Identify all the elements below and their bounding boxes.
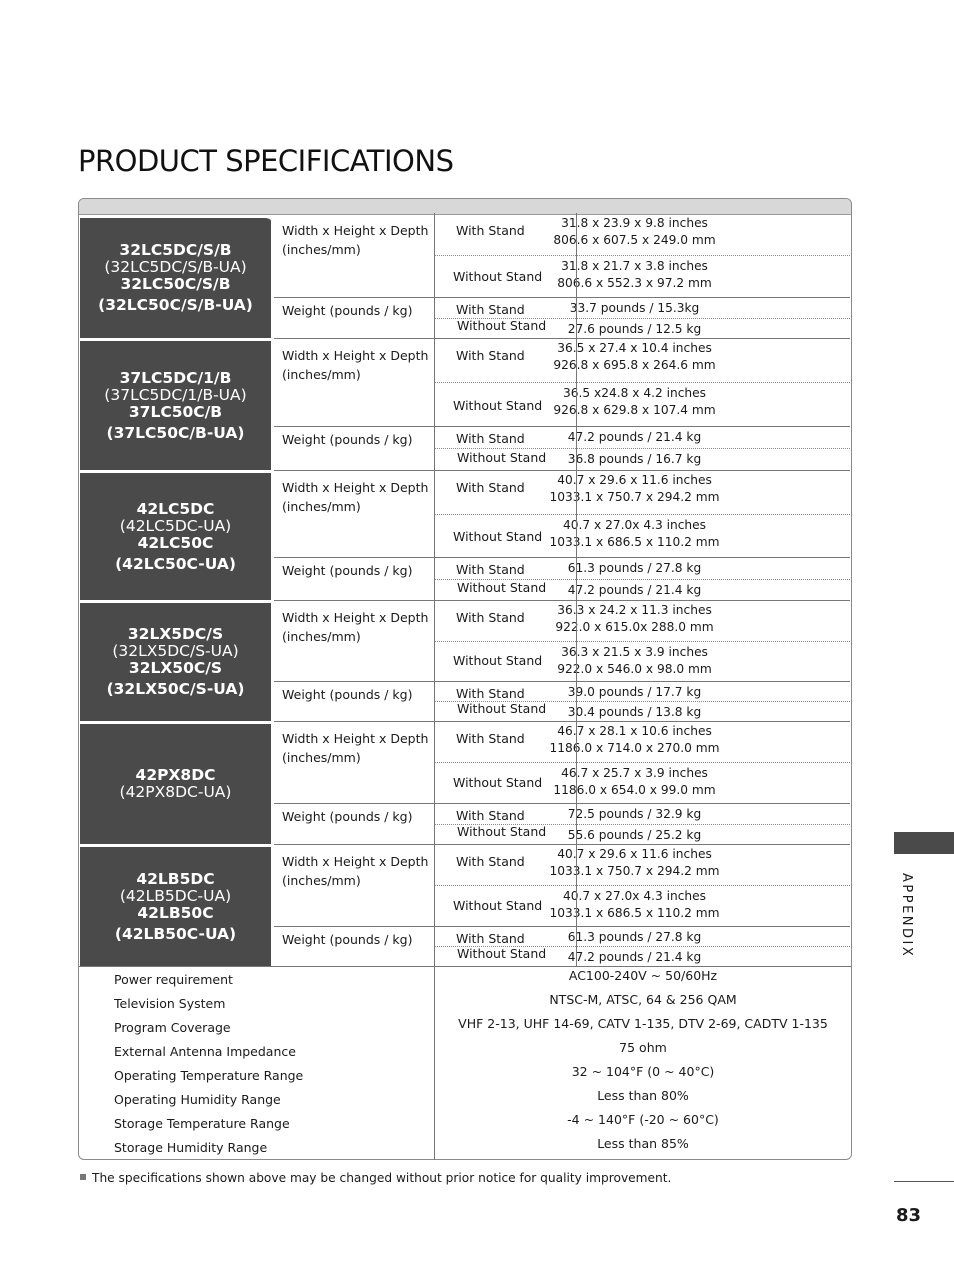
with-stand-label: With Stand	[456, 302, 525, 317]
page-number-rule	[894, 1181, 954, 1182]
dim-without-mm: 926.8 x 629.8 x 107.4 mm	[553, 403, 716, 417]
weight-label: Weight (pounds / kg)	[282, 687, 413, 702]
general-spec-label: Operating Humidity Range	[114, 1092, 281, 1107]
dim-with-mm: 1186.0 x 714.0 x 270.0 mm	[549, 741, 720, 755]
bullet-square-icon	[80, 1174, 86, 1180]
side-tab-label: APPENDIX	[899, 873, 914, 959]
with-stand-label: With Stand	[456, 431, 525, 446]
general-spec-value: AC100-240V ~ 50/60Hz	[568, 968, 718, 983]
weight-label: Weight (pounds / kg)	[282, 563, 413, 578]
section-divider	[274, 470, 850, 471]
dim-without-mm: 922.0 x 546.0 x 98.0 mm	[557, 662, 712, 676]
without-stand-label: Without Stand	[453, 269, 543, 284]
model-name: 42LB5DC	[136, 869, 215, 888]
model-block	[80, 470, 271, 600]
general-spec-value: VHF 2-13, UHF 14-69, CATV 1-135, DTV 2-69, CADTV 1-135	[458, 1016, 828, 1031]
weight-label: Weight (pounds / kg)	[282, 809, 413, 824]
dim-with-inches: 40.7 x 29.6 x 11.6 inches	[557, 847, 712, 861]
dim-with-mm: 926.8 x 695.8 x 264.6 mm	[553, 358, 716, 372]
weight-with-value: 39.0 pounds / 17.7 kg	[567, 685, 702, 699]
dim-with-mm: 1033.1 x 750.7 x 294.2 mm	[549, 490, 720, 504]
model-name: 32LC5DC/S/B	[119, 241, 232, 259]
model-name: (42LC50C-UA)	[115, 554, 236, 573]
table-header-bar	[79, 199, 851, 215]
dim-without-inches: 36.5 x24.8 x 4.2 inches	[563, 386, 706, 400]
with-stand-label: With Stand	[456, 610, 525, 625]
general-spec-label: External Antenna Impedance	[114, 1044, 296, 1059]
dim-with-inches: 36.5 x 27.4 x 10.4 inches	[557, 341, 712, 355]
row-divider-dotted	[435, 641, 850, 642]
row-divider-dotted	[435, 514, 850, 515]
page-number: 83	[896, 1205, 922, 1226]
model-name: 32LC50C/S/B	[120, 275, 231, 293]
dim-without-inches: 31.8 x 21.7 x 3.8 inches	[561, 259, 708, 273]
dim-without-mm: 1186.0 x 654.0 x 99.0 mm	[553, 783, 716, 797]
footnote-text: The specifications shown above may be changed without prior notice for quality improvement.	[92, 1171, 672, 1185]
model-name: (32LX5DC/S-UA)	[112, 642, 239, 660]
dim-without-inches: 36.3 x 21.5 x 3.9 inches	[561, 645, 708, 659]
dims-label: Width x Height x Depth	[282, 348, 429, 363]
model-name: 42LC5DC	[136, 499, 215, 518]
model-name: (42LB5DC-UA)	[119, 886, 232, 905]
model-name: 37LC5DC/1/B	[119, 368, 232, 387]
model-name: (42LC5DC-UA)	[119, 516, 232, 535]
with-stand-label: With Stand	[456, 931, 525, 946]
without-stand-label: Without Stand	[457, 946, 547, 961]
general-spec-label: Storage Humidity Range	[114, 1140, 268, 1155]
weight-with-value: 47.2 pounds / 21.4 kg	[567, 430, 702, 444]
dim-without-inches: 40.7 x 27.0x 4.3 inches	[563, 889, 706, 903]
without-stand-label: Without Stand	[457, 701, 547, 716]
weight-without-value: 55.6 pounds / 25.2 kg	[567, 828, 702, 842]
general-spec-label: Power requirement	[114, 972, 233, 987]
model-name: 42LC50C	[137, 533, 214, 552]
dims-label: Width x Height x Depth	[282, 610, 429, 625]
dims-label: Width x Height x Depth	[282, 480, 429, 495]
model-name: 37LC50C/B	[128, 402, 223, 421]
row-divider	[274, 297, 850, 298]
model-name: 32LX5DC/S	[127, 625, 224, 643]
model-block	[80, 844, 271, 966]
row-divider	[274, 803, 850, 804]
general-spec-value: -4 ~ 140°F (-20 ~ 60°C)	[567, 1112, 719, 1127]
model-block	[80, 215, 271, 338]
weight-label: Weight (pounds / kg)	[282, 303, 413, 318]
section-divider	[274, 721, 850, 722]
dim-with-mm: 806.6 x 607.5 x 249.0 mm	[553, 233, 716, 247]
section-tab-marker	[894, 832, 954, 854]
model-name: (42PX8DC-UA)	[119, 783, 232, 801]
without-stand-label: Without Stand	[453, 398, 543, 413]
weight-without-value: 47.2 pounds / 21.4 kg	[567, 583, 702, 597]
model-name: (42LB50C-UA)	[114, 924, 237, 943]
dims-unit-label: (inches/mm)	[282, 873, 361, 888]
general-spec-value: NTSC-M, ATSC, 64 & 256 QAM	[549, 992, 737, 1007]
weight-label: Weight (pounds / kg)	[282, 932, 413, 947]
weight-with-value: 61.3 pounds / 27.8 kg	[567, 561, 702, 575]
row-divider	[274, 426, 850, 427]
general-spec-value: 75 ohm	[619, 1040, 667, 1055]
weight-with-value: 72.5 pounds / 32.9 kg	[567, 807, 702, 821]
dim-with-inches: 36.3 x 24.2 x 11.3 inches	[557, 603, 712, 617]
dim-with-mm: 922.0 x 615.0x 288.0 mm	[555, 620, 714, 634]
without-stand-label: Without Stand	[457, 450, 547, 465]
weight-without-value: 30.4 pounds / 13.8 kg	[567, 705, 702, 719]
weight-with-value: 61.3 pounds / 27.8 kg	[567, 930, 702, 944]
model-name: (32LC50C/S/B-UA)	[98, 296, 253, 314]
without-stand-label: Without Stand	[457, 318, 547, 333]
general-spec-label: Storage Temperature Range	[114, 1116, 290, 1131]
dims-label: Width x Height x Depth	[282, 223, 429, 238]
row-divider-dotted	[435, 885, 850, 886]
row-divider	[274, 557, 850, 558]
model-name: 42LB50C	[137, 903, 214, 922]
dims-unit-label: (inches/mm)	[282, 750, 361, 765]
with-stand-label: With Stand	[456, 223, 525, 238]
without-stand-label: Without Stand	[453, 529, 543, 544]
weight-without-value: 27.6 pounds / 12.5 kg	[567, 322, 702, 336]
general-spec-label: Television System	[114, 996, 226, 1011]
model-name: (37LC5DC/1/B-UA)	[104, 385, 247, 404]
without-stand-label: Without Stand	[453, 898, 543, 913]
without-stand-label: Without Stand	[453, 775, 543, 790]
row-divider-dotted	[435, 382, 850, 383]
without-stand-label: Without Stand	[453, 653, 543, 668]
with-stand-label: With Stand	[456, 686, 525, 701]
section-divider	[274, 844, 850, 845]
with-stand-label: With Stand	[456, 562, 525, 577]
row-divider	[274, 681, 850, 682]
column-divider	[576, 213, 577, 966]
dim-with-inches: 31.8 x 23.9 x 9.8 inches	[561, 216, 708, 230]
dim-without-mm: 1033.1 x 686.5 x 110.2 mm	[549, 535, 720, 549]
dims-unit-label: (inches/mm)	[282, 367, 361, 382]
model-block	[80, 721, 271, 844]
general-spec-label: Program Coverage	[114, 1020, 231, 1035]
row-divider	[274, 926, 850, 927]
dims-unit-label: (inches/mm)	[282, 242, 361, 257]
section-divider	[274, 338, 850, 339]
model-block	[80, 600, 271, 721]
dims-label: Width x Height x Depth	[282, 731, 429, 746]
without-stand-label: Without Stand	[457, 580, 547, 595]
section-divider	[274, 600, 850, 601]
without-stand-label: Without Stand	[457, 824, 547, 839]
model-name: (37LC50C/B-UA)	[106, 423, 245, 442]
dim-without-inches: 46.7 x 25.7 x 3.9 inches	[561, 766, 708, 780]
with-stand-label: With Stand	[456, 854, 525, 869]
with-stand-label: With Stand	[456, 348, 525, 363]
dim-with-inches: 46.7 x 28.1 x 10.6 inches	[557, 724, 712, 738]
footnote	[80, 1171, 671, 1185]
model-block	[80, 338, 271, 470]
general-spec-label: Operating Temperature Range	[114, 1068, 304, 1083]
general-spec-value: Less than 85%	[597, 1136, 689, 1151]
with-stand-label: With Stand	[456, 480, 525, 495]
weight-label: Weight (pounds / kg)	[282, 432, 413, 447]
row-divider-dotted	[435, 255, 850, 256]
with-stand-label: With Stand	[456, 808, 525, 823]
dim-with-inches: 40.7 x 29.6 x 11.6 inches	[557, 473, 712, 487]
model-name: (32LC5DC/S/B-UA)	[104, 258, 247, 276]
dim-without-mm: 806.6 x 552.3 x 97.2 mm	[557, 276, 712, 290]
dim-without-mm: 1033.1 x 686.5 x 110.2 mm	[549, 906, 720, 920]
dim-with-mm: 1033.1 x 750.7 x 294.2 mm	[549, 864, 720, 878]
dim-without-inches: 40.7 x 27.0x 4.3 inches	[563, 518, 706, 532]
dims-label: Width x Height x Depth	[282, 854, 429, 869]
dims-unit-label: (inches/mm)	[282, 629, 361, 644]
weight-without-value: 47.2 pounds / 21.4 kg	[567, 950, 702, 964]
model-name: 32LX50C/S	[128, 659, 223, 677]
model-name: (32LX50C/S-UA)	[106, 680, 245, 698]
general-spec-value: 32 ~ 104°F (0 ~ 40°C)	[571, 1064, 715, 1079]
weight-with-value: 33.7 pounds / 15.3kg	[569, 301, 700, 315]
general-spec-value: Less than 80%	[597, 1088, 689, 1103]
row-divider-dotted	[435, 762, 850, 763]
with-stand-label: With Stand	[456, 731, 525, 746]
model-name: 42PX8DC	[135, 766, 216, 784]
page-title: PRODUCT SPECIFICATIONS	[78, 144, 454, 178]
weight-without-value: 36.8 pounds / 16.7 kg	[567, 452, 702, 466]
dims-unit-label: (inches/mm)	[282, 499, 361, 514]
